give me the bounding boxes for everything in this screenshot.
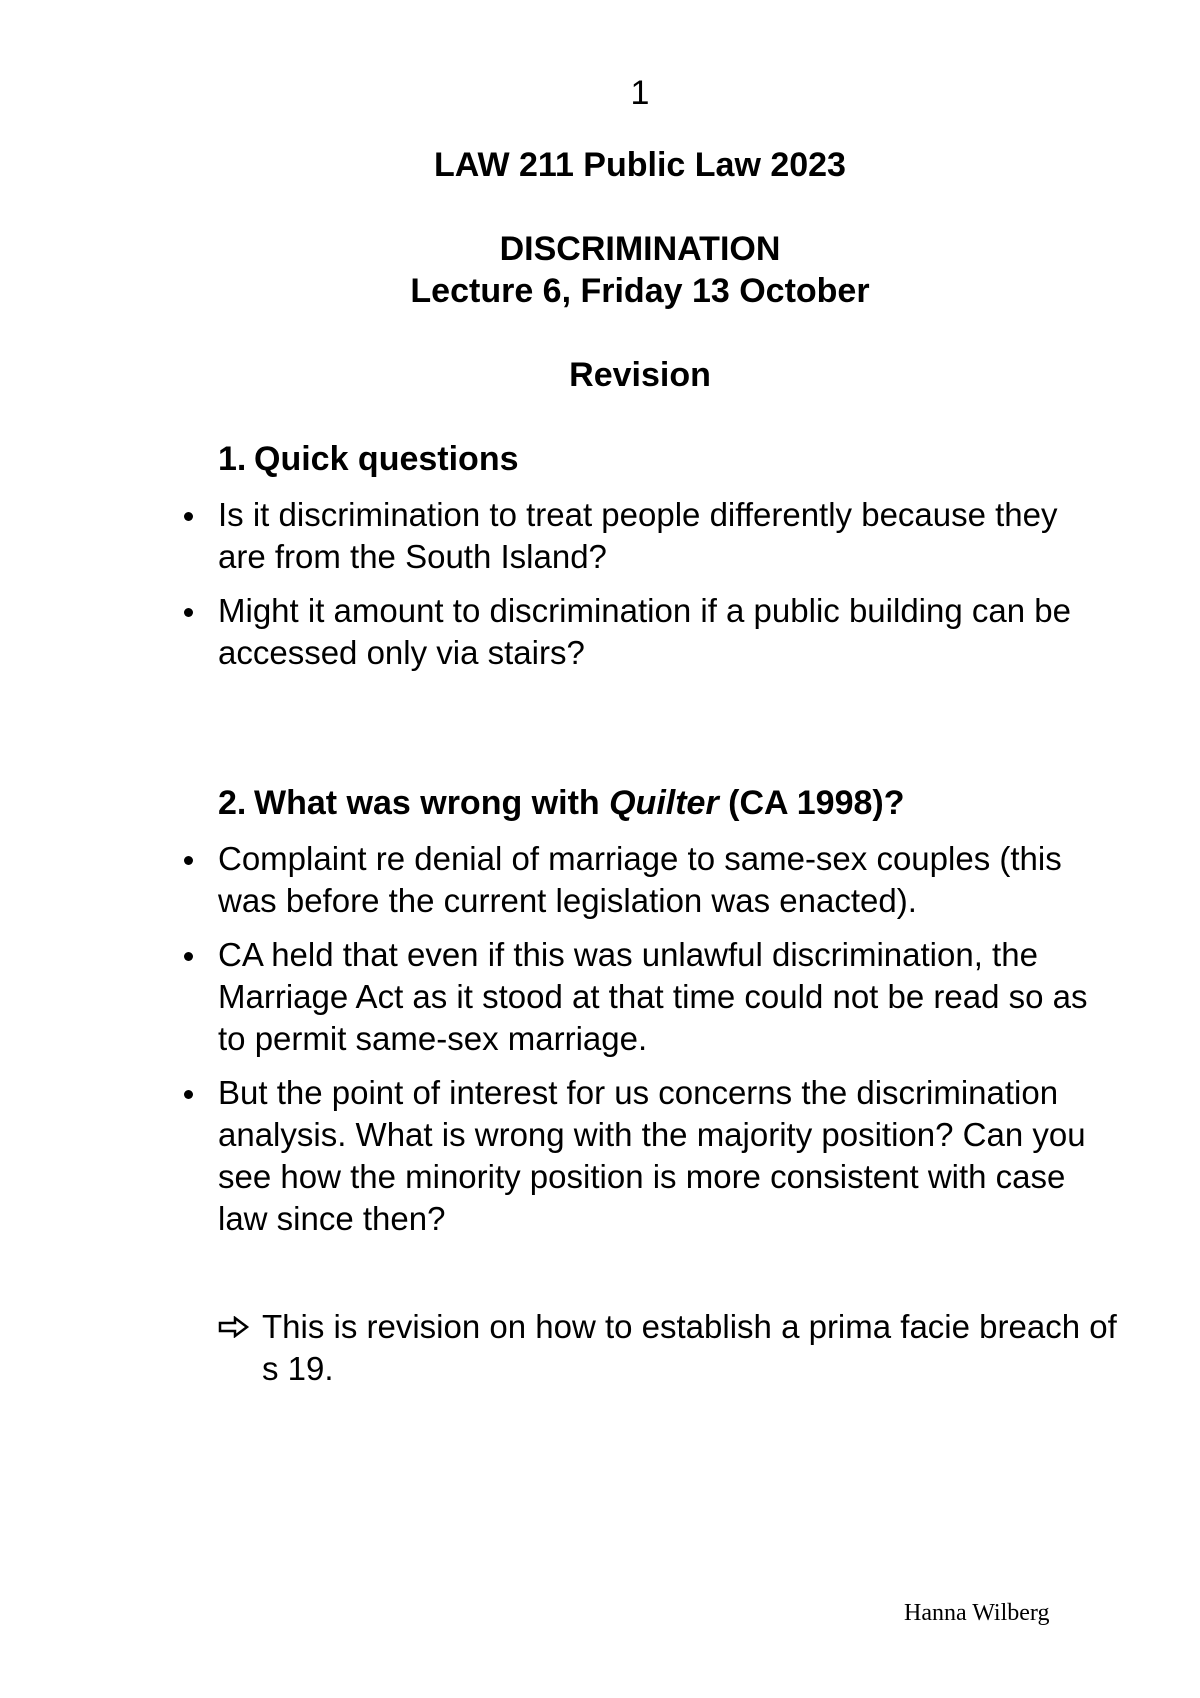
lecture-info: Lecture 6, Friday 13 October xyxy=(410,272,870,310)
list-item xyxy=(180,934,1100,1060)
page-number: 1 xyxy=(630,74,650,112)
list-item xyxy=(180,1072,1100,1240)
course-title: LAW 211 Public Law 2023 xyxy=(434,146,846,184)
section-1-title: Quick questions xyxy=(254,440,519,478)
bullet-text: Is it discrimination to treat people differently because they are from the South Island? xyxy=(218,496,1058,575)
bullet-dot-icon xyxy=(184,608,193,617)
revision-note xyxy=(218,1306,1122,1390)
note-text: This is revision on how to establish a prima facie breach of s 19. xyxy=(262,1308,1117,1387)
bullet-text: Might it amount to discrimination if a public building can be accessed only via stairs? xyxy=(218,592,1071,671)
section-1-bullet-list xyxy=(180,494,1100,686)
bullet-dot-icon xyxy=(184,1090,193,1099)
section-1-number: 1. xyxy=(218,440,247,478)
bullet-dot-icon xyxy=(184,952,193,961)
section-2-heading xyxy=(218,784,904,823)
list-item xyxy=(180,590,1100,674)
author-footer: Hanna Wilberg xyxy=(904,1600,1050,1626)
outline-arrow-right-icon xyxy=(218,1316,250,1338)
section-1-heading xyxy=(218,440,519,479)
section-2-title-prefix: What was wrong with xyxy=(254,784,610,822)
list-item xyxy=(180,494,1100,578)
bullet-dot-icon xyxy=(184,856,193,865)
bullet-text: Complaint re denial of marriage to same-sex couples (this was before the current legislation was enacted). xyxy=(218,840,1062,919)
bullet-text: CA held that even if this was unlawful discrimination, the Marriage Act as it stood at that time could not be read so as to permit same-sex marriage. xyxy=(218,936,1088,1057)
section-2-title-suffix: (CA 1998)? xyxy=(718,784,905,822)
bullet-text: But the point of interest for us concerns the discrimination analysis. What is wrong with the majority position? Can you see how the minority position is more consistent with case law since then? xyxy=(218,1074,1086,1237)
section-2-bullet-list xyxy=(180,838,1100,1252)
topic-title: DISCRIMINATION xyxy=(499,230,781,268)
bullet-dot-icon xyxy=(184,512,193,521)
revision-heading: Revision xyxy=(569,356,711,394)
case-name-quilter: Quilter xyxy=(609,784,719,822)
section-2-number: 2. xyxy=(218,784,247,822)
list-item xyxy=(180,838,1100,922)
